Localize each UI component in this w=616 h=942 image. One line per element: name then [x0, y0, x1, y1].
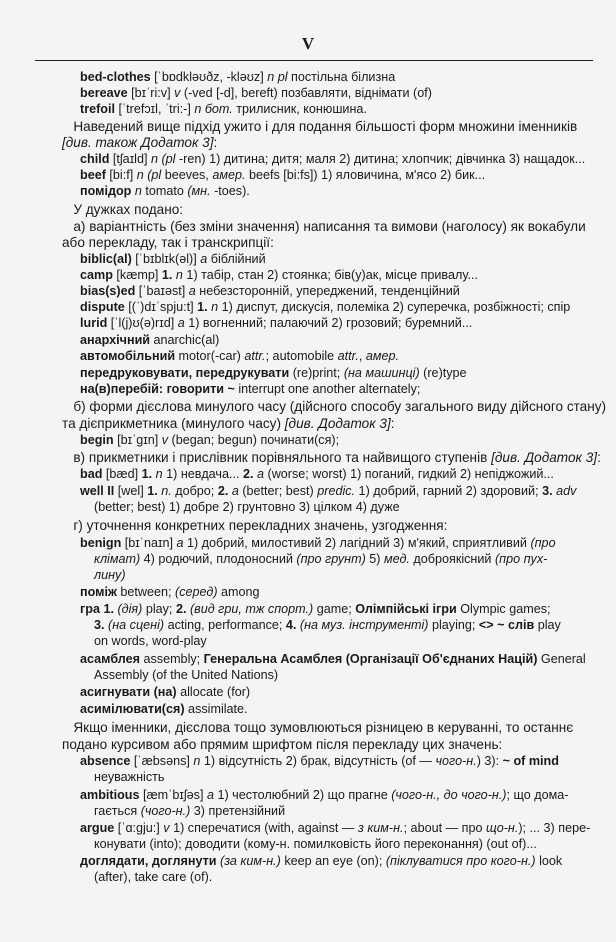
dictionary-entry-line: асимілювати(ся) assimilate. [80, 702, 248, 716]
dictionary-entry-line: поміж between; (серед) among [80, 585, 260, 599]
dictionary-entry-line: trefoil [ˈtrefɔɪl, ˈtri:-] n бот. трилисник, конюшина. [80, 102, 367, 116]
dictionary-entry-line: camp [kæmp] 1. n 1) табір, стан 2) стоянка; бів(у)ак, місце привалу... [80, 268, 478, 282]
body-text-line: б) форми дієслова минулого часу (дійсного способу загального виду дійсного стану) [62, 399, 607, 414]
body-text-line: [див. також Додаток 3]: [62, 135, 218, 150]
body-text-line: Наведений вище підхід ужито і для подання більшості форм множини іменників [62, 119, 578, 134]
dictionary-entry-line: анархічний anarchic(al) [80, 333, 220, 347]
dictionary-entry-line: лину) [94, 568, 126, 582]
dictionary-entry-line: ambitious [æmˈbɪʃəs] a 1) честолюбний 2) що прагне (чого-н., до чого-н.); що дома- [80, 788, 569, 802]
body-text-line: та дієприкметника (минулого часу) [див. Додаток 3]: [62, 416, 395, 431]
page-folio: V [301, 34, 315, 53]
dictionary-entry-line: помідор n tomato (мн. -toes). [80, 184, 250, 198]
body-text-line: в) прикметники і прислівник порівняльного та найвищого ступенів [див. Додаток 3]: [62, 450, 601, 465]
body-text-line: або перекладу, так і транскрипції: [62, 235, 274, 250]
dictionary-entry-line: well II [wel] 1. n. добро; 2. a (better; best) predic. 1) добрий, гарний 2) здоровий; 3. adv [80, 484, 577, 498]
body-text-line: Якщо іменники, дієслова тощо зумовлюються різницею в керуванні, то останнє [62, 720, 574, 735]
dictionary-entry-line: доглядати, доглянути (за ким-н.) keep an eye (on); (піклуватися про кого-н.) look [80, 854, 563, 868]
dictionary-entry-line: child [tʃaɪld] n (pl -ren) 1) дитина; дитя; маля 2) дитина; хлопчик; дівчинка 3) нащадок... [80, 152, 586, 166]
dictionary-entry-line: on words, word-play [80, 634, 207, 648]
dictionary-entry-line: (better; best) 1) добре 2) грунтовно 3) цілком 4) дуже [80, 500, 400, 514]
dictionary-entry-line: absence [ˈæbsəns] n 1) відсутність 2) брак, відсутність (of — чого-н.) 3): ~ of mind [80, 754, 559, 768]
dictionary-entry-line: bias(s)ed [ˈbaɪəst] a небезсторонній, упереджений, тенденційний [80, 284, 460, 298]
dictionary-entry-line: неуважність [80, 770, 165, 784]
dictionary-entry-line: гається (чого-н.) 3) претензійний [80, 804, 286, 818]
dictionary-entry-line: на(в)перебій: говорити ~ interrupt one another alternately; [80, 382, 421, 396]
dictionary-entry-line: argue [ˈɑ:gju:] v 1) сперечатися (with, against — з ким-н.; about — про що-н.); ... 3) пере- [80, 821, 591, 835]
dictionary-entry-line: bereave [bɪˈri:v] v (-ved [-d], bereft) позбавляти, віднімати (of) [80, 86, 432, 100]
dictionary-entry-line: beef [bi:f] n (pl beeves, амер. beefs [bi:fs]) 1) яловичина, м'ясо 2) бик... [80, 168, 486, 182]
dictionary-entry-line: автомобільний motor(-car) attr.; automobile attr., амер. [80, 349, 400, 363]
dictionary-entry-line: клімат) 4) родючий, плодоносний (про грунт) 5) мед. доброякісний (про пух- [94, 552, 548, 566]
dictionary-entry-line: bed-clothes [ˈbɒdkləʊðz, -kləʊz] n pl постільна білизна [80, 70, 396, 84]
dictionary-entry-line: begin [bɪˈgɪn] v (began; begun) починати(ся); [80, 433, 340, 447]
header-rule [35, 60, 593, 61]
dictionary-entry-line: асамблея assembly; Генеральна Асамблея (Організації Об'єднаних Націй) General [80, 652, 586, 666]
dictionary-entry-line: dispute [(ˈ)dɪˈspju:t] 1. n 1) диспут, дискусія, полеміка 2) суперечка, розбіжності; спір [80, 300, 571, 314]
dictionary-entry-line: bad [bæd] 1. n 1) невдача... 2. a (worse; worst) 1) поганий, гидкий 2) непіджожий... [80, 467, 554, 481]
dictionary-entry-line: benign [bɪˈnaɪn] a 1) добрий, милостивий 2) лагідний 3) м'який, сприятливий (про [80, 536, 556, 550]
dictionary-entry-line: конувати (into); доводити (кому-н. помилковість його переконання) (out of)... [80, 837, 537, 851]
body-text-line: а) варіантність (без зміни значення) написання та вимови (наголосу) як вокабули [62, 219, 586, 234]
dictionary-entry-line: гра 1. (дія) play; 2. (вид гри, тж спорт.) game; Олімпійські ігри Olympic games; [80, 602, 551, 616]
body-text-line: У дужках подано: [62, 202, 184, 217]
dictionary-entry-line: Assembly (of the United Nations) [80, 668, 279, 682]
dictionary-entry-line: biblic(al) [ˈbɪblɪk(əl)] a біблійний [80, 252, 266, 266]
body-text-line: подано курсивом або прямим шрифтом після перекладу цих значень: [62, 737, 503, 752]
dictionary-entry-line: асигнувати (на) allocate (for) [80, 685, 251, 699]
dictionary-entry-line: lurid [ˈl(j)ʊ(ə)rɪd] a 1) вогненний; палаючий 2) грозовий; буремний... [80, 316, 473, 330]
dictionary-entry-line: (after), take care (of). [80, 870, 213, 884]
dictionary-entry-line: передруковувати, передрукувати (re)print; (на машинці) (re)type [80, 366, 467, 380]
body-text-line: г) уточнення конкретних перекладних значень, узгодження: [62, 518, 448, 533]
dictionary-entry-line: 3. (на сцені) acting, performance; 4. (на муз. інструменті) playing; <> ~ слів play [94, 618, 561, 632]
